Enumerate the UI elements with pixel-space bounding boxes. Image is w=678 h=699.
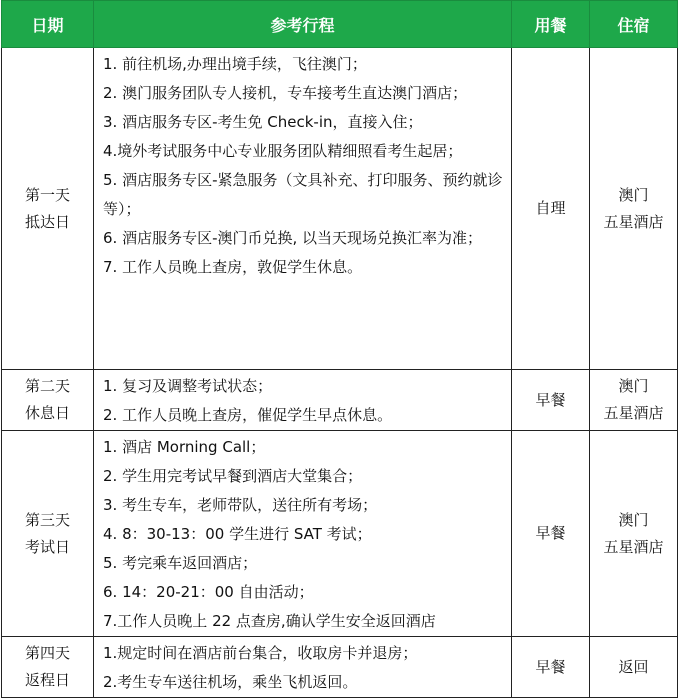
meal-cell: 早餐: [512, 431, 590, 637]
plan-item: 2. 学生用完考试早餐到酒店大堂集合；: [103, 467, 363, 485]
plan-item: 7.工作人员晚上 22 点查房,确认学生安全返回酒店: [103, 612, 436, 630]
plan-item: 2. 工作人员晚上查房，催促学生早点休息。: [103, 406, 393, 424]
plan-item: 7. 工作人员晚上查房，敦促学生休息。: [103, 258, 363, 276]
hotel-type: 五星酒店: [603, 212, 664, 231]
plan-item: 3. 考生专车，老师带队，送往所有考场；: [103, 496, 378, 514]
header-hotel: 住宿: [590, 1, 678, 48]
header-meal: 用餐: [512, 1, 590, 48]
day-cell: [2, 431, 94, 637]
plan-item: 1. 前往机场,办理出境手续，飞往澳门；: [103, 55, 367, 73]
day-label: 考试日: [24, 537, 70, 556]
hotel-city: 澳门: [618, 510, 649, 529]
day-cell: [2, 637, 94, 698]
meal-cell: 自理: [512, 48, 590, 370]
plan-item: 4.境外考试服务中心专业服务团队精细照看考生起居；: [103, 142, 463, 160]
itinerary-table: [1, 0, 678, 698]
day-name: 第四天: [24, 644, 70, 662]
hotel-cell: [590, 48, 678, 370]
plan-cell: [94, 637, 512, 698]
hotel-cell: [590, 431, 678, 637]
day-label: 抵达日: [24, 212, 70, 231]
day-name: 第三天: [24, 510, 70, 529]
day-label: 返程日: [24, 671, 70, 689]
plan-item: 2.考生专车送往机场，乘坐飞机返回。: [103, 673, 358, 691]
plan-item: 1. 复习及调整考试状态；: [103, 377, 273, 395]
hotel-type: 五星酒店: [603, 537, 664, 556]
header-plan: 参考行程: [94, 1, 512, 48]
day-name: 第一天: [24, 185, 70, 204]
plan-item: 4. 8：30-13：00 学生进行 SAT 考试；: [103, 525, 372, 543]
table-row: [2, 48, 678, 370]
plan-cell: [94, 370, 512, 431]
day-cell: [2, 48, 94, 370]
hotel-type: 五星酒店: [603, 404, 664, 422]
hotel-cell: [590, 637, 678, 698]
meal-cell: 早餐: [512, 637, 590, 698]
header-row: [2, 1, 678, 48]
plan-cell: [94, 48, 512, 370]
table-row: [2, 637, 678, 698]
table-row: [2, 431, 678, 637]
day-cell: [2, 370, 94, 431]
hotel-city: 澳门: [618, 377, 649, 395]
plan-item: 3. 酒店服务专区-考生免 Check-in，直接入住；: [103, 113, 423, 131]
plan-item: 1. 酒店 Morning Call；: [103, 438, 266, 456]
header-date: 日期: [2, 1, 94, 48]
plan-item: 6. 14：20-21：00 自由活动；: [103, 583, 314, 601]
plan-item: 1.规定时间在酒店前台集合，收取房卡并退房；: [103, 644, 418, 662]
hotel-cell: [590, 370, 678, 431]
day-label: 休息日: [24, 404, 70, 422]
plan-item: 5. 考完乘车返回酒店；: [103, 554, 258, 572]
plan-cell: [94, 431, 512, 637]
meal-cell: 早餐: [512, 370, 590, 431]
plan-item: 6. 酒店服务专区-澳门币兑换, 以当天现场兑换汇率为准；: [103, 229, 483, 247]
hotel-city: 澳门: [618, 185, 649, 204]
table-row: [2, 370, 678, 431]
plan-item: 5. 酒店服务专区-紧急服务（文具补充、打印服务、预约就诊等）；: [103, 171, 503, 218]
hotel-city: 返回: [618, 657, 649, 676]
plan-item: 2. 澳门服务团队专人接机，专车接考生直达澳门酒店；: [103, 84, 468, 102]
day-name: 第二天: [24, 377, 70, 395]
